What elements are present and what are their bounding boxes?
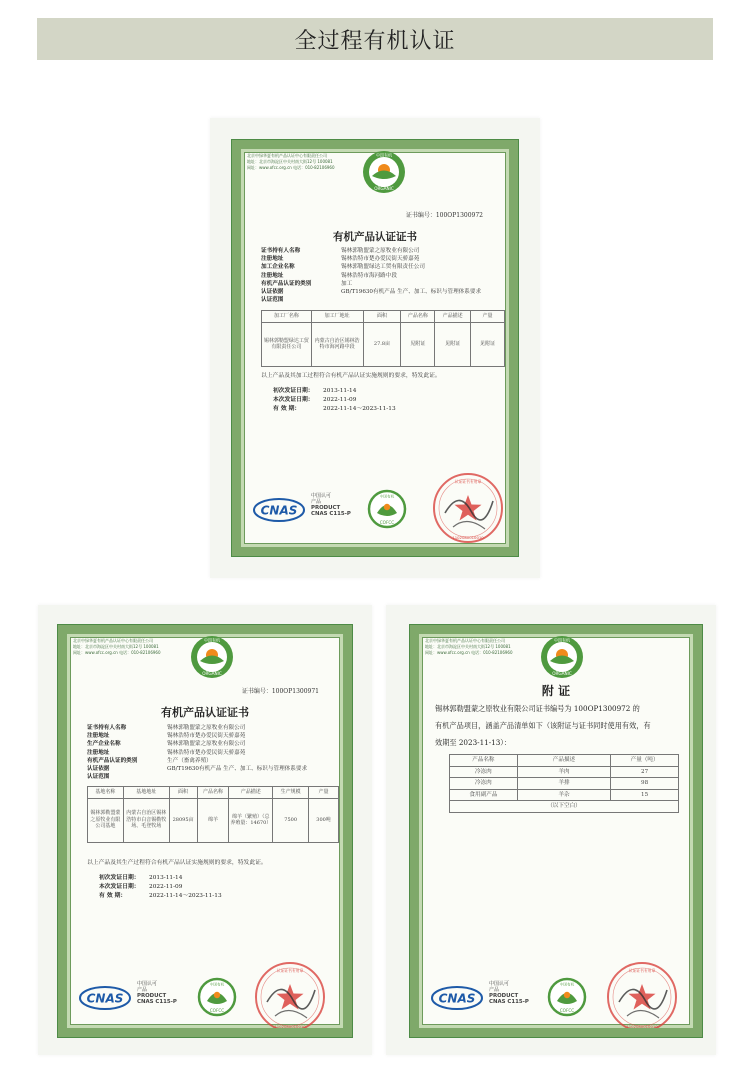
- organic-logo-top: 中国有机: [204, 637, 220, 643]
- field-row: [261, 263, 481, 271]
- seal-text: 认证证书专用章: [628, 968, 656, 973]
- cnas-line: PRODUCT: [489, 993, 519, 999]
- field-row: [87, 765, 307, 773]
- date-value: 2022-11-09: [323, 397, 357, 404]
- table-cell: 冷冻肉: [450, 778, 518, 790]
- field-row: [261, 288, 481, 296]
- certificate-title: 有机产品认证证书: [161, 706, 249, 719]
- field-label: 认证依据: [87, 766, 110, 773]
- certificate-fields: [261, 247, 481, 304]
- field-label: 注册地址: [261, 272, 284, 279]
- table-cell: 内蒙古自治区锡林浩特市海河路中段: [311, 322, 363, 366]
- date-row: [99, 883, 222, 892]
- table-cell: 内蒙古自治区锡林浩特市白音锡勒牧场、毛登牧场: [123, 798, 169, 842]
- issuer-name: 北京中绿华夏有机产品认证中心有限责任公司: [425, 638, 505, 643]
- field-label: 注册地址: [87, 733, 110, 740]
- cnas-logo-text: CNAS: [260, 503, 298, 518]
- issuer-header: [73, 638, 161, 656]
- certificate-frame: [232, 140, 518, 556]
- table-header: 生产规模: [273, 787, 309, 799]
- organic-logo-label: ORGANIC: [552, 671, 572, 676]
- cofcc-logo-icon: [197, 977, 237, 1017]
- organic-logo-icon: [539, 634, 585, 680]
- date-row: [273, 387, 396, 396]
- cnas-logo-text: CNAS: [86, 991, 124, 1006]
- cnas-line: CNAS C115-P: [311, 511, 351, 517]
- table-cell: 羊排: [517, 778, 611, 790]
- cofcc-top: 中国有机: [379, 494, 395, 499]
- annex-line: 锡林郭勒盟蒙之原牧业有限公司证书编号为 100OP1300972 的: [435, 704, 640, 713]
- field-value: 锡林浩特市楚办爱民街天骄嘉苑: [341, 256, 420, 263]
- official-seal-icon: [253, 960, 327, 1034]
- scope-table: [87, 786, 339, 843]
- cofcc-label: COFCC: [209, 1008, 225, 1013]
- cofcc-logo-icon: [367, 489, 407, 529]
- field-label: 认证范围: [87, 774, 110, 781]
- annex-title: 附 证: [541, 684, 571, 698]
- table-header: 面积: [169, 787, 197, 799]
- field-row: [261, 280, 481, 288]
- cofcc-logo-icon: [547, 977, 587, 1017]
- issuer-contact: 网址：www.ofcc.org.cn 电话：010-82106960: [425, 650, 513, 655]
- table-header: 产量: [471, 311, 505, 323]
- cnas-line: 中国认可: [489, 981, 510, 987]
- certificate-fields: [87, 724, 307, 781]
- date-value: 2013-11-14: [149, 875, 183, 881]
- date-value: 2022-11-14～2023-11-13: [323, 406, 396, 413]
- conformity-statement: 以上产品及其生产过程符合有机产品认证实施规则的要求，特发此证。: [87, 860, 267, 866]
- table-header-row: [450, 755, 679, 767]
- date-value: 2013-11-14: [323, 388, 357, 394]
- table-header: 产品名称: [450, 755, 518, 767]
- table-header-row: [262, 311, 505, 323]
- table-cell: 绵羊: [197, 798, 229, 842]
- cnas-accreditation-text: [489, 981, 529, 1005]
- official-seal-icon: [605, 960, 679, 1034]
- table-header: 产品描述: [435, 311, 471, 323]
- field-value: 锡林浩特市海河路中段: [341, 272, 397, 279]
- table-cell: 15: [611, 789, 679, 801]
- annex-frame: [410, 625, 702, 1037]
- table-row: [450, 789, 679, 801]
- table-header: 产品名称: [401, 311, 435, 323]
- date-label: 本次发证日期：: [99, 884, 140, 891]
- cnas-logo-text: CNAS: [438, 991, 476, 1006]
- date-row: [99, 874, 222, 883]
- seal-number: 1102080010010: [274, 1024, 306, 1029]
- cnas-line: PRODUCT: [311, 505, 341, 511]
- cnas-line: 产品: [137, 987, 148, 993]
- date-value: 2022-11-14～2023-11-13: [149, 893, 222, 900]
- date-label: 本次发证日期：: [273, 397, 314, 404]
- field-label: 认证范围: [261, 297, 284, 304]
- cofcc-label: COFCC: [379, 520, 395, 525]
- table-row: [262, 322, 505, 366]
- date-label: 初次发证日期：: [273, 388, 314, 394]
- certificate-frame: [58, 625, 352, 1037]
- field-row: [87, 773, 307, 781]
- issuer-address: 地址：北京市海淀区中关村南大街12号 100081: [425, 644, 511, 649]
- field-row: [261, 296, 481, 304]
- certificate-page-processing: [210, 118, 540, 578]
- cofcc-top: 中国有机: [559, 982, 575, 987]
- seal-text: 认证证书专用章: [276, 968, 304, 973]
- table-cell: 绵羊（繁殖）（总养殖量：14670）: [229, 798, 273, 842]
- field-label: 认证依据: [261, 289, 284, 296]
- seal-text: 认证证书专用章: [454, 479, 482, 484]
- issuer-name: 北京中绿华夏有机产品认证中心有限责任公司: [73, 638, 153, 643]
- issuer-address: 地址：北京市海淀区中关村南大街12号 100081: [247, 159, 333, 164]
- table-cell: 见附证: [401, 322, 435, 366]
- cofcc-top: 中国有机: [209, 982, 225, 987]
- annex-line: 效期至 2023-11-13）：: [435, 738, 512, 747]
- seal-number: 1102080010010: [626, 1024, 658, 1029]
- issuer-header: [247, 153, 335, 171]
- official-seal-icon: [431, 471, 505, 545]
- cnas-line: CNAS C115-P: [489, 999, 529, 1005]
- field-row: [87, 724, 307, 732]
- field-row: [261, 255, 481, 263]
- cnas-logo-icon: [253, 496, 305, 524]
- certificate-annex-page: [386, 605, 716, 1055]
- field-label: 注册地址: [87, 749, 110, 756]
- organic-logo-icon: [189, 634, 235, 680]
- field-label: 生产企业名称: [87, 741, 121, 748]
- field-label: 注册地址: [261, 256, 284, 263]
- issuer-header: [425, 638, 513, 656]
- table-row: [450, 766, 679, 778]
- table-cell: 锡林郭勒盟蒙之原牧业有限公司基地: [88, 798, 124, 842]
- organic-logo-top: 中国有机: [376, 152, 392, 158]
- table-cell: 28095亩: [169, 798, 197, 842]
- date-value: 2022-11-09: [149, 884, 183, 891]
- table-row: [88, 798, 339, 842]
- date-row: [273, 405, 396, 414]
- cnas-line: CNAS C115-P: [137, 999, 177, 1005]
- issue-dates: [99, 874, 222, 902]
- field-label: 证书持有人名称: [261, 248, 301, 254]
- table-cell: 7500: [273, 798, 309, 842]
- table-row: [450, 801, 679, 813]
- cnas-line: 产品: [311, 499, 322, 505]
- field-value: 生产（畜禽养殖）: [167, 757, 212, 764]
- conformity-statement: 以上产品及其加工过程符合有机产品认证实施规则的要求，特发此证。: [261, 373, 441, 379]
- product-list-table: [449, 754, 679, 813]
- table-header: 面积: [363, 311, 401, 323]
- section-banner: [37, 18, 713, 60]
- certificate-number: 证书编号：100OP1300971: [241, 688, 319, 695]
- field-value: GB/T19630有机产品 生产、加工、标识与管理体系要求: [341, 289, 482, 296]
- table-cell: 见附证: [435, 322, 471, 366]
- cnas-accreditation-text: [137, 981, 177, 1005]
- certificate-page-production: [38, 605, 372, 1055]
- field-value: 锡林浩特市楚办爱民街天骄嘉苑: [167, 749, 246, 756]
- table-header: 产量: [309, 787, 339, 799]
- date-label: 有 效 期：: [99, 893, 127, 900]
- organic-logo-icon: [361, 149, 407, 195]
- field-row: [261, 272, 481, 280]
- table-cell: 见附证: [471, 322, 505, 366]
- field-row: [261, 247, 481, 255]
- field-value: 锡林郭勒盟蒙之原牧业有限公司: [167, 741, 246, 748]
- table-cell: 300吨: [309, 798, 339, 842]
- field-row: [87, 732, 307, 740]
- cofcc-label: COFCC: [559, 1008, 575, 1013]
- certificate-number: 证书编号：100OP1300972: [405, 212, 483, 219]
- cnas-line: PRODUCT: [137, 993, 167, 999]
- cnas-accreditation-text: [311, 493, 351, 517]
- table-cell: 羊杂: [517, 789, 611, 801]
- cnas-logo-icon: [431, 984, 483, 1012]
- issuer-contact: 网址：www.ofcc.org.cn 电话：010-82106960: [247, 165, 335, 170]
- table-cell: 27.8亩: [363, 322, 401, 366]
- table-header: 基地地址: [123, 787, 169, 799]
- cnas-logo-icon: [79, 984, 131, 1012]
- date-label: 有 效 期：: [273, 406, 301, 413]
- issuer-name: 北京中绿华夏有机产品认证中心有限责任公司: [247, 153, 327, 158]
- field-value: 锡林郭勒盟蒙之原牧业有限公司: [341, 248, 420, 254]
- field-label: 有机产品认证的类别: [261, 280, 312, 287]
- table-cell: 98: [611, 778, 679, 790]
- annex-line: 有机产品项目，涵盖产品清单如下（该附证与证书同时使用有效，有: [435, 721, 651, 730]
- table-cell: 锡林郭勒盟绿达工贸有限责任公司: [262, 322, 312, 366]
- table-header-row: [88, 787, 339, 799]
- organic-logo-top: 中国有机: [554, 637, 570, 643]
- table-header: 产品名称: [197, 787, 229, 799]
- table-header: 产量（吨）: [611, 755, 679, 767]
- issue-dates: [273, 387, 396, 415]
- field-label: 有机产品认证的类别: [87, 757, 138, 764]
- table-cell: 冷冻肉: [450, 766, 518, 778]
- table-header: 产品描述: [517, 755, 611, 767]
- annex-description: [435, 700, 651, 751]
- scope-table: [261, 310, 505, 367]
- table-header: 产品描述: [229, 787, 273, 799]
- issuer-contact: 网址：www.ofcc.org.cn 电话：010-82106960: [73, 650, 161, 655]
- cnas-line: 中国认可: [137, 981, 158, 987]
- field-value: 锡林郭勒盟绿达工贸有限责任公司: [341, 264, 425, 271]
- issuer-address: 地址：北京市海淀区中关村南大街12号 100081: [73, 644, 159, 649]
- date-label: 初次发证日期：: [99, 875, 140, 881]
- date-row: [99, 892, 222, 901]
- table-row: [450, 778, 679, 790]
- field-label: 加工企业名称: [261, 264, 295, 271]
- table-cell: 食用副产品: [450, 789, 518, 801]
- table-header: 基地名称: [88, 787, 124, 799]
- field-label: 证书持有人名称: [87, 725, 127, 731]
- table-cell: 27: [611, 766, 679, 778]
- field-value: 锡林郭勒盟蒙之原牧业有限公司: [167, 725, 246, 731]
- organic-logo-label: ORGANIC: [374, 186, 394, 191]
- field-row: [87, 749, 307, 757]
- field-value: 锡林浩特市楚办爱民街天骄嘉苑: [167, 733, 246, 740]
- organic-logo-label: ORGANIC: [202, 671, 222, 676]
- table-header: 加工厂地址: [311, 311, 363, 323]
- date-row: [273, 396, 396, 405]
- field-row: [87, 740, 307, 748]
- cnas-line: 中国认可: [311, 493, 332, 499]
- certificate-title: 有机产品认证证书: [333, 231, 417, 243]
- cnas-line: 产品: [489, 987, 500, 993]
- seal-number: 1102080010010: [452, 535, 484, 540]
- field-row: [87, 757, 307, 765]
- field-value: 加工: [341, 280, 353, 287]
- table-header: 加工厂名称: [262, 311, 312, 323]
- field-value: GB/T19630有机产品 生产、加工、标识与管理体系要求: [167, 766, 308, 773]
- table-footer-cell: （以下空白）: [450, 801, 679, 813]
- section-title: 全过程有机认证: [294, 28, 456, 54]
- table-cell: 羊肉: [517, 766, 611, 778]
